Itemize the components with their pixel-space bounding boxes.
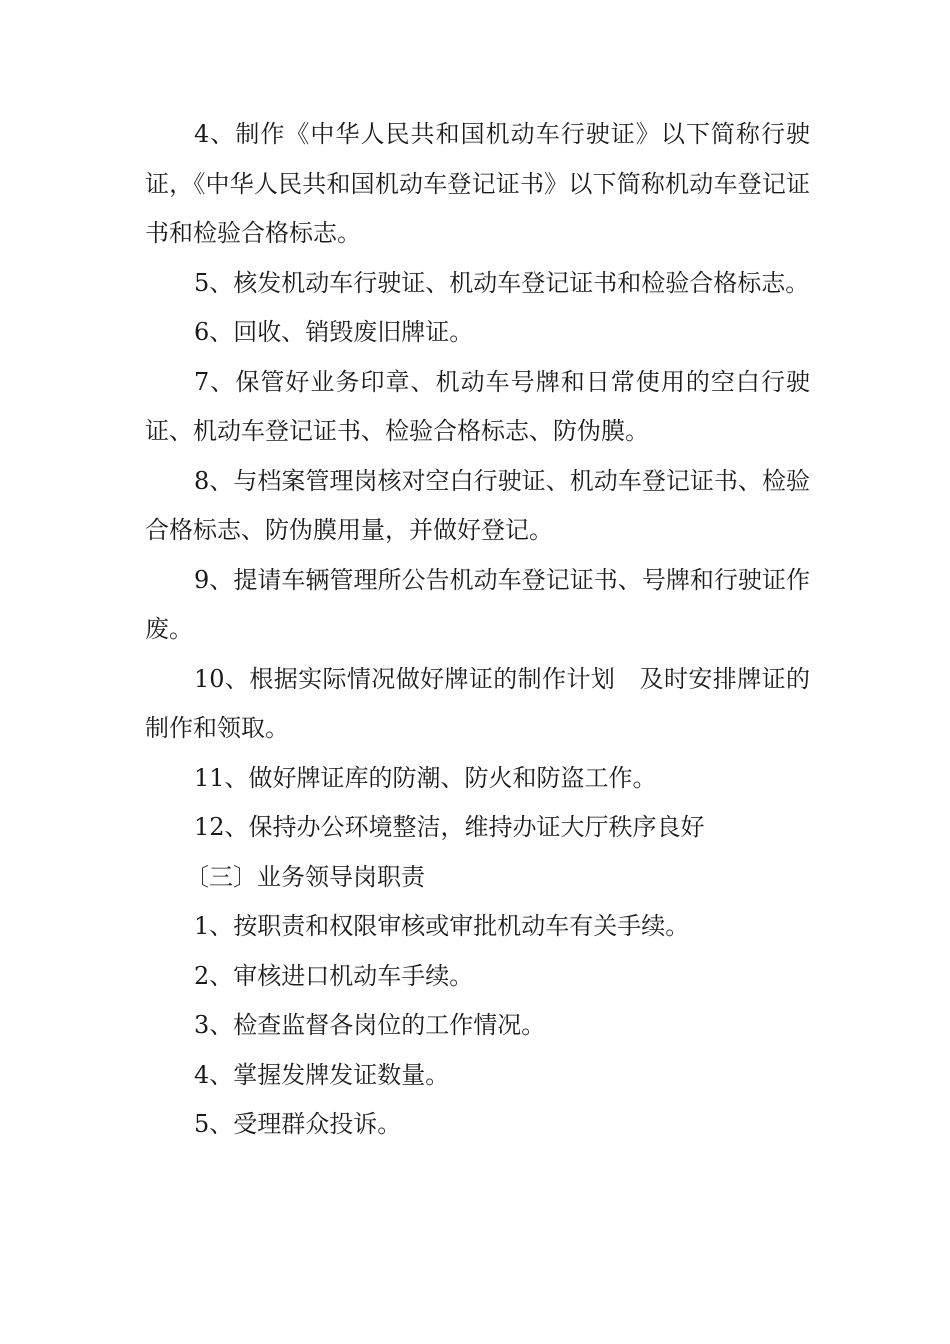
paragraph-item-9-announce-void: 9、提请车辆管理所公告机动车登记证书、号牌和行驶证作废。: [145, 565, 810, 643]
paragraph-item-6-recycle-plates: 6、回收、销毁废旧牌证。: [194, 318, 474, 346]
paragraph-item-8-verify-usage: 8、与档案管理岗核对空白行驶证、机动车登记证书、检验合格标志、防伪膜用量，并做好登记。: [145, 466, 810, 544]
paragraph-item-12-office-order: 12、保持办公环境整洁，维持办证大厅秩序良好: [194, 813, 705, 841]
document-body: [145, 110, 810, 1150]
paragraph-leader-item-3: 3、检查监督各岗位的工作情况。: [194, 1011, 546, 1039]
paragraph-item-10-production-plan: 10、根据实际情况做好牌证的制作计划 及时安排牌证的制作和领取。: [145, 664, 810, 742]
paragraph-leader-item-4: 4、掌握发牌发证数量。: [194, 1060, 450, 1089]
paragraph-item-7-custody: 7、保管好业务印章、机动车号牌和日常使用的空白行驶证、机动车登记证书、检验合格标志、防伪膜。: [145, 367, 810, 445]
paragraph-leader-item-2: 2、审核进口机动车手续。: [194, 961, 474, 990]
section-heading-leadership-duties: 〔三〕业务领导岗职责: [185, 862, 425, 891]
paragraph-item-5-issue-certificates: 5、核发机动车行驶证、机动车登记证书和检验合格标志。: [194, 268, 810, 297]
paragraph-item-11-storage-safety: 11、做好牌证库的防潮、防火和防盗工作。: [194, 763, 657, 792]
paragraph-leader-item-1: 1、按职责和权限审核或审批机动车有关手续。: [194, 912, 690, 940]
paragraph-item-4-make-certificates: 4、制作《中华人民共和国机动车行驶证》以下简称行驶证，《中华人民共和国机动车登记证书》以下简称机动车登记证书和检验合格标志。: [145, 120, 810, 247]
paragraph-leader-item-5: 5、受理群众投诉。: [194, 1110, 402, 1138]
